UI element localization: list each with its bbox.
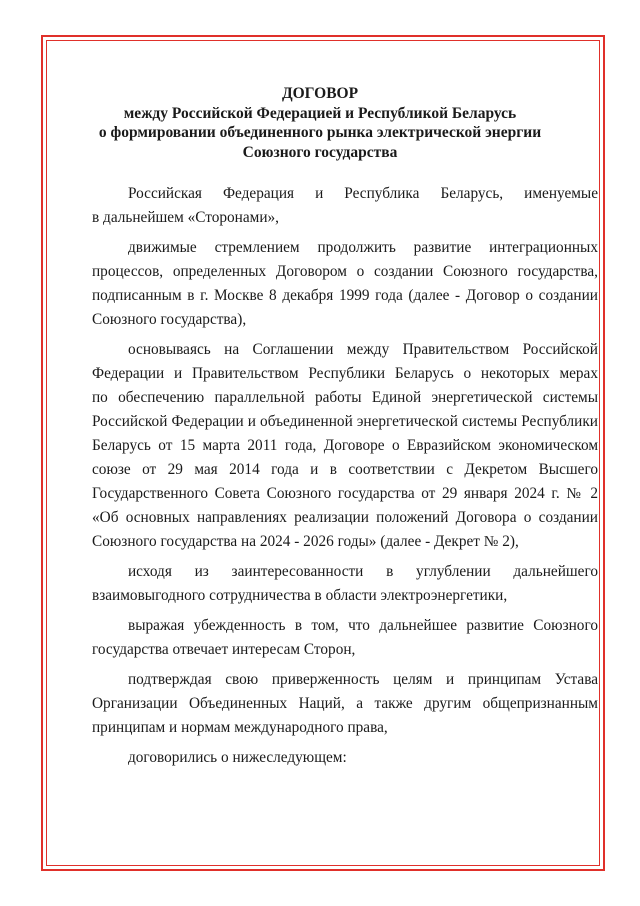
text-line: Союзного государства), — [92, 311, 247, 328]
paragraph-parties — [92, 182, 598, 230]
paragraph-conviction — [92, 614, 598, 662]
paragraph-basis — [92, 338, 598, 554]
text-line: Государственного Совета Союзного государства от 29 января 2024 г. № 2 — [92, 485, 598, 502]
document-title — [0, 84, 640, 162]
text-line: движимые стремлением продолжить развитие интеграционных — [128, 239, 598, 256]
title-line: ДОГОВОР — [281, 85, 359, 102]
text-line: Российская Федерация и Республика Беларусь, именуемые — [128, 185, 598, 202]
text-line: в дальнейшем «Сторонами», — [92, 209, 279, 226]
paragraph-commitment — [92, 668, 598, 740]
text-line: подписанным в г. Москве 8 декабря 1999 года (далее - Договор о создании — [92, 287, 598, 304]
title-line: Союзного государства — [242, 143, 398, 161]
text-line: исходя из заинтересованности в углублении дальнейшего — [128, 563, 598, 580]
text-line: основываясь на Соглашении между Правительством Российской — [128, 341, 598, 358]
text-line: Российской Федерации и объединенной энергетической системы Республики — [92, 413, 598, 430]
document-body — [92, 182, 598, 776]
title-line: о формировании объединенного рынка электрической энергии — [98, 124, 542, 141]
text-line: принципам и нормам международного права, — [92, 719, 388, 736]
text-line: договорились о нижеследующем: — [128, 749, 347, 766]
text-line: подтверждая свою приверженность целям и принципам Устава — [128, 671, 598, 688]
text-line: Союзного государства на 2024 - 2026 годы» (далее - Декрет № 2), — [92, 533, 519, 550]
text-line: союзе от 29 мая 2014 года и в соответствии с Декретом Высшего — [92, 461, 598, 478]
text-line: Организации Объединенных Наций, а также другим общепризнанным — [92, 695, 598, 712]
text-line: процессов, определенных Договором о создании Союзного государства, — [92, 263, 598, 280]
text-line: по обеспечению параллельной работы Единой энергетической системы — [92, 389, 598, 406]
paragraph-integration — [92, 236, 598, 332]
text-line: «Об основных направлениях реализации положений Договора о создании — [92, 509, 598, 526]
paragraph-interest — [92, 560, 598, 608]
text-line: государства отвечает интересам Сторон, — [92, 641, 356, 658]
text-line: выражая убежденность в том, что дальнейшее развитие Союзного — [128, 617, 598, 634]
text-line: взаимовыгодного сотрудничества в области электроэнергетики, — [92, 587, 508, 604]
text-line: Федерации и Правительством Республики Беларусь о некоторых мерах — [92, 365, 598, 382]
paragraph-agreed — [92, 746, 598, 770]
text-line: Беларусь от 15 марта 2011 года, Договоре о Евразийском экономическом — [92, 437, 598, 454]
title-line: между Российской Федерацией и Республикой Беларусь — [123, 104, 517, 122]
